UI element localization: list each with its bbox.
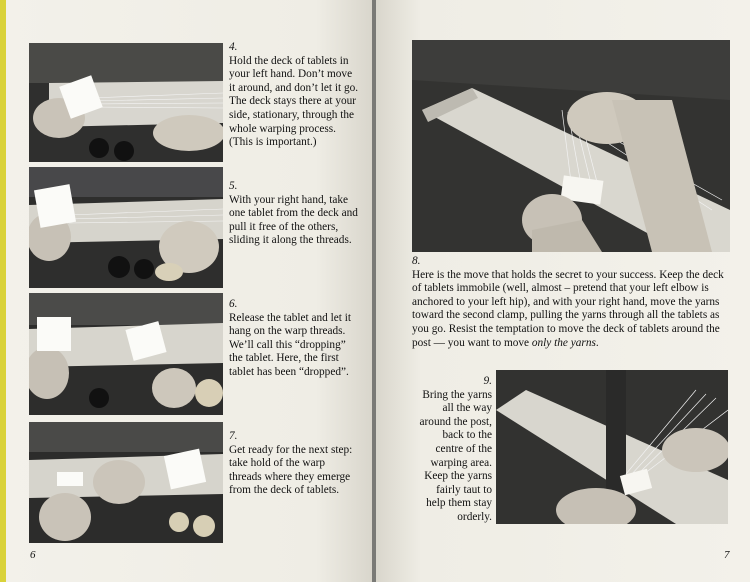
step-4-number: 4. <box>229 41 238 53</box>
step-5-text <box>229 180 359 248</box>
step-8-number: 8. <box>412 255 421 267</box>
step-7-number: 7. <box>229 430 238 442</box>
right-page-number: 7 <box>724 549 730 561</box>
step-6-text <box>229 298 359 380</box>
step-5-photo <box>29 167 223 288</box>
step-5-body: With your right hand, take one tablet from the deck and pull it free of the others, sliding it along the threads. <box>229 193 358 247</box>
left-page <box>0 0 372 582</box>
step-6-body: Release the tablet and let it hang on the warp threads. We’ll call this “dropping” the tablet. Here, the first tablet has been “dropped”. <box>229 311 352 378</box>
step-9-body: Bring the yarns all the way around the post, back to the centre of the warping area. Keep the yarns fairly taut to help them stay orderly. <box>419 388 492 523</box>
step-9-photo <box>496 370 728 524</box>
step-7-text <box>229 430 359 498</box>
step-7-body: Get ready for the next step: take hold of the warp threads where they emerge from the deck of tablets. <box>229 443 353 497</box>
step-7-photo <box>29 422 223 543</box>
step-8-text <box>412 255 732 350</box>
step-8-emphasis: only the yarns <box>531 336 596 349</box>
left-page-number: 6 <box>30 549 36 561</box>
step-9-text <box>414 375 492 525</box>
step-6-number: 6. <box>229 298 238 310</box>
step-5-number: 5. <box>229 180 238 192</box>
step-4-text <box>229 41 359 150</box>
step-6-photo <box>29 293 223 415</box>
step-8-photo <box>412 40 730 252</box>
right-page <box>376 0 750 582</box>
step-4-photo <box>29 43 223 162</box>
step-9-number: 9. <box>483 375 492 387</box>
page-edge-marker <box>0 0 6 582</box>
step-8-body: Here is the move that holds the secret to your success. Keep the deck of tablets immobile (well, almost – pretend that your left elbow is anchored to your left hip), and with your right hand, move the yarns toward the second clamp, pulling the yarns through all the tablets as you go. Resist the temptation to move the deck of tablets around the post — you want to move <box>412 268 724 349</box>
step-4-body: Hold the deck of tablets in your left hand. Don’t move it around, and don’t let it go. The deck stays there at your side, stationary, through the whole warping process. (This is important.) <box>229 54 359 149</box>
step-8-end: . <box>595 336 599 349</box>
